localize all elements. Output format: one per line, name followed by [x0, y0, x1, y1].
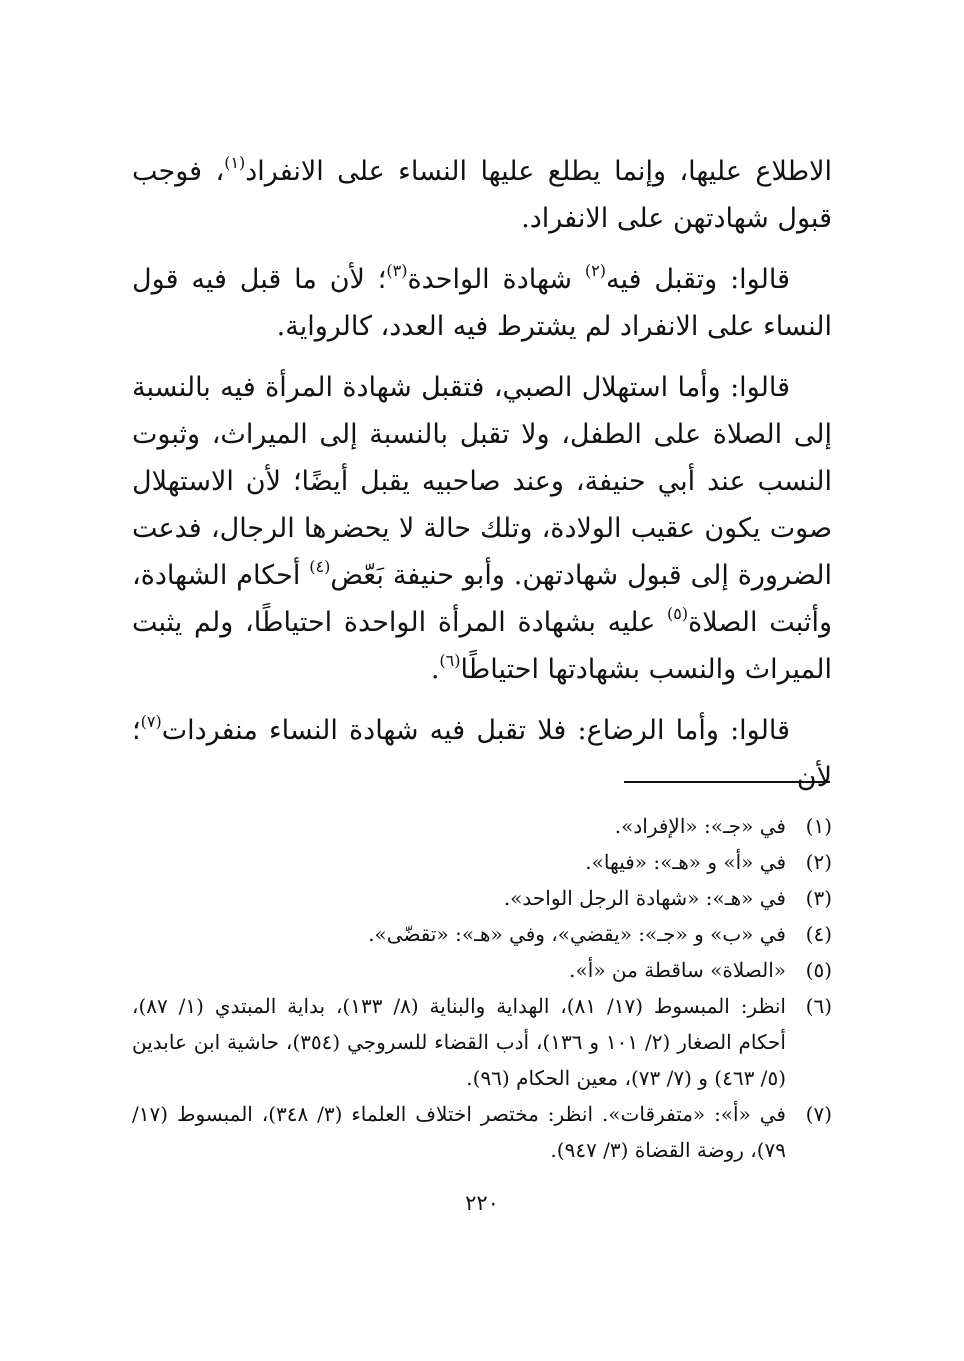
footnote-number: (٣) — [805, 886, 832, 910]
footnote-ref: (٣) — [386, 261, 408, 280]
main-text — [132, 148, 832, 801]
footnote-number: (٤) — [805, 922, 832, 946]
footnote-text: في «أ» و «هـ»: «فيها». — [585, 850, 786, 874]
text-run: عليه بشهادة المرأة الواحدة احتياطًا، ولم يثبت الميراث والنسب بشهادتها احتياطًا — [132, 607, 832, 685]
text-run: شهادة الواحدة — [407, 264, 585, 295]
footnote-ref: (٧) — [140, 712, 162, 731]
footnote-text: في «ب» و «جـ»: «يقضي»، وفي «هـ»: «تقضّى». — [368, 922, 786, 946]
footnote-ref: (٥) — [667, 604, 689, 623]
text-run: أحكام الشهادة، وأثبت الصلاة — [132, 560, 832, 638]
paragraph-4 — [132, 707, 832, 801]
footnote-text: في «هـ»: «شهادة الرجل الواحد». — [503, 886, 786, 910]
text-run: قالوا: وأما استهلال الصبي، فتقبل شهادة المرأة فيه بالنسبة إلى الصلاة على الطفل، ولا تقبل بالنسبة إلى الميراث، وثبوت النسب عند أبي حنيفة، وعند صاحبيه يقبل أيضًا؛ لأن الاستهلال صوت يكون عقيب الولادة، وتلك حالة لا يحضرها الرجال، فدعت الضرورة إلى قبول شهادتهن. وأبو حنيفة بَعّض — [132, 372, 832, 591]
paragraph-3 — [132, 364, 832, 693]
footnotes — [132, 808, 832, 1168]
footnote-number: (١) — [805, 814, 832, 838]
footnote-number: (٦) — [805, 994, 832, 1018]
text-run: الاطلاع عليها، وإنما يطلع عليها النساء على الانفراد — [245, 156, 832, 187]
text-run: . — [430, 654, 440, 685]
text-run: ؛ لأن — [132, 715, 832, 793]
footnote-number: (٢) — [805, 850, 832, 874]
footnote-text: «الصلاة» ساقطة من «أ». — [569, 958, 786, 982]
paragraph-1 — [132, 148, 832, 242]
footnote-ref: (١) — [224, 153, 246, 172]
footnote — [132, 1096, 832, 1168]
page-number: ٢٢٠ — [465, 1191, 499, 1215]
footnote-text: انظر: المبسوط (١٧/ ٨١)، الهداية والبناية (٨/ ١٣٣)، بداية المبتدي (١/ ٨٧)، أحكام الصغار (٢/ ١٠١ و ١٣٦)، أدب القضاء للسروجي (٣٥٤)، حاشية ابن عابدين (٥/ ٤٦٣) و (٧/ ٧٣)، معين الحكام (٩٦). — [132, 994, 786, 1090]
text-run: ؛ لأن ما قبل فيه قول النساء على الانفراد لم يشترط فيه العدد، كالرواية. — [132, 264, 832, 342]
footnote-ref: (٦) — [439, 651, 461, 670]
footnote — [132, 844, 832, 880]
footnote-ref: (٤) — [309, 557, 331, 576]
footnote-ref: (٢) — [584, 261, 606, 280]
footnote — [132, 952, 832, 988]
footnote-number: (٥) — [805, 958, 832, 982]
footnote — [132, 880, 832, 916]
text-run: قالوا: وأما الرضاع: فلا تقبل فيه شهادة النساء منفردات — [161, 715, 790, 746]
footnote — [132, 808, 832, 844]
footnote-text: في «جـ»: «الإفراد». — [614, 814, 786, 838]
text-run: قالوا: وتقبل فيه — [605, 264, 790, 295]
text-run: ، فوجب قبول شهادتهن على الانفراد. — [132, 156, 832, 234]
footnote-text: في «أ»: «متفرقات». انظر: مختصر اختلاف العلماء (٣/ ٣٤٨)، المبسوط (١٧/ ٧٩)، روضة القضاة (٣/ ٩٤٧). — [132, 1102, 786, 1162]
paragraph-2 — [132, 256, 832, 350]
footnote — [132, 988, 832, 1096]
footnote — [132, 916, 832, 952]
footnote-number: (٧) — [805, 1102, 832, 1126]
footnote-separator — [624, 781, 830, 783]
